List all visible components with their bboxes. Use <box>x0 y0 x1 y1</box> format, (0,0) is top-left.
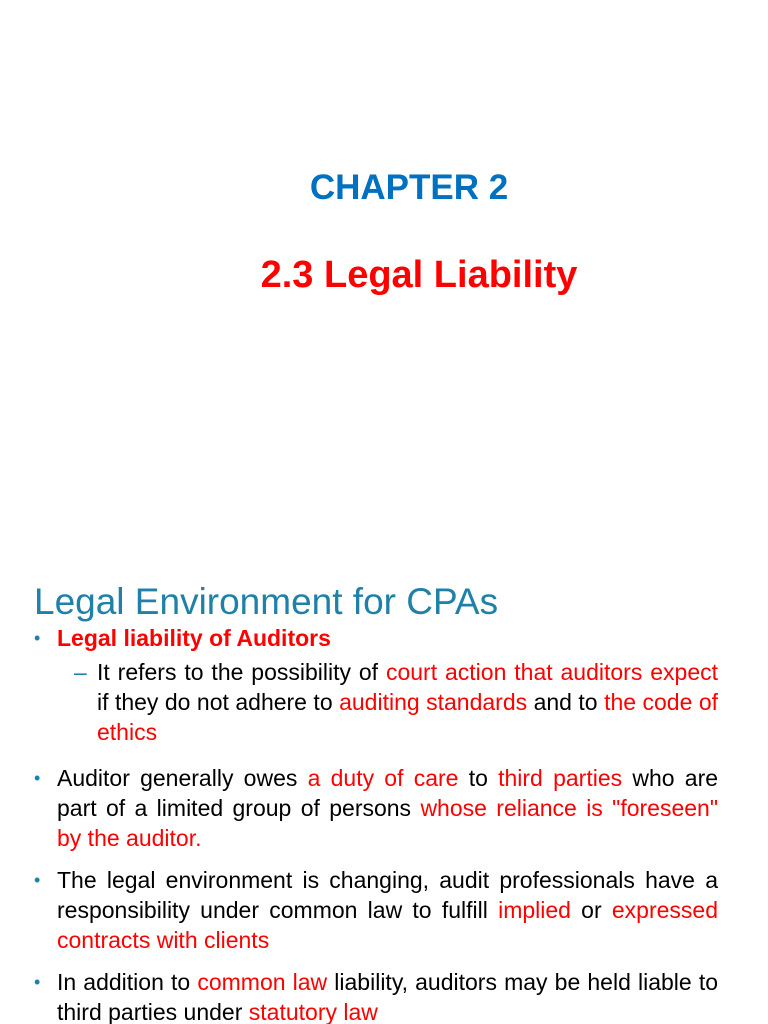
highlight-segment: statutory law <box>248 999 378 1024</box>
text-segment: or <box>570 897 612 923</box>
slide-heading: Legal Environment for CPAs <box>34 581 499 622</box>
dash-icon: – <box>74 659 87 685</box>
text-segment: It refers to the possibility of <box>97 659 386 685</box>
highlight-segment: expressed contracts with clients <box>57 897 718 953</box>
highlight-segment: whose reliance is "foreseen" by the auditor. <box>57 795 718 851</box>
content-slide <box>0 560 768 1024</box>
highlight-segment: implied <box>498 897 571 923</box>
highlight-segment: a duty of care <box>307 765 459 791</box>
highlight-segment: auditing standards <box>339 689 528 715</box>
highlight-segment: common law <box>197 969 328 995</box>
sub-bullet-definition <box>34 657 718 747</box>
section-title: 2.3 Legal Liability <box>260 254 578 296</box>
text-segment: In addition to <box>57 969 198 995</box>
text-segment: who are part of a limited group of persons <box>57 765 719 821</box>
bullet-item-legal-liability <box>34 623 718 653</box>
text-segment: liability, auditors may be held liable to third parties under <box>57 969 718 1024</box>
bullet-icon: • <box>34 628 41 648</box>
highlight-segment: the code of ethics <box>97 689 719 745</box>
text-segment: The legal environment is changing, audit professionals have a responsibility under common law to fulfill <box>57 867 718 923</box>
bullet-icon: • <box>34 768 41 788</box>
chapter-title: CHAPTER 2 <box>309 168 509 207</box>
text-segment: to <box>458 765 499 791</box>
text-segment: and to <box>527 689 605 715</box>
bullet-icon: • <box>34 972 41 992</box>
highlight-segment: court action that auditors expect <box>385 659 718 685</box>
bullet-title: Legal liability of Auditors <box>57 625 331 651</box>
text-segment: Auditor generally owes <box>57 765 308 791</box>
bullet-list <box>34 623 718 1024</box>
bullet-item-legal-environment <box>34 865 718 955</box>
bullet-item-common-law <box>34 967 718 1024</box>
text-segment: if they do not adhere to <box>97 689 340 715</box>
bullet-icon: • <box>34 870 41 890</box>
bullet-item-duty-of-care <box>34 763 718 853</box>
highlight-segment: third parties <box>498 765 623 791</box>
